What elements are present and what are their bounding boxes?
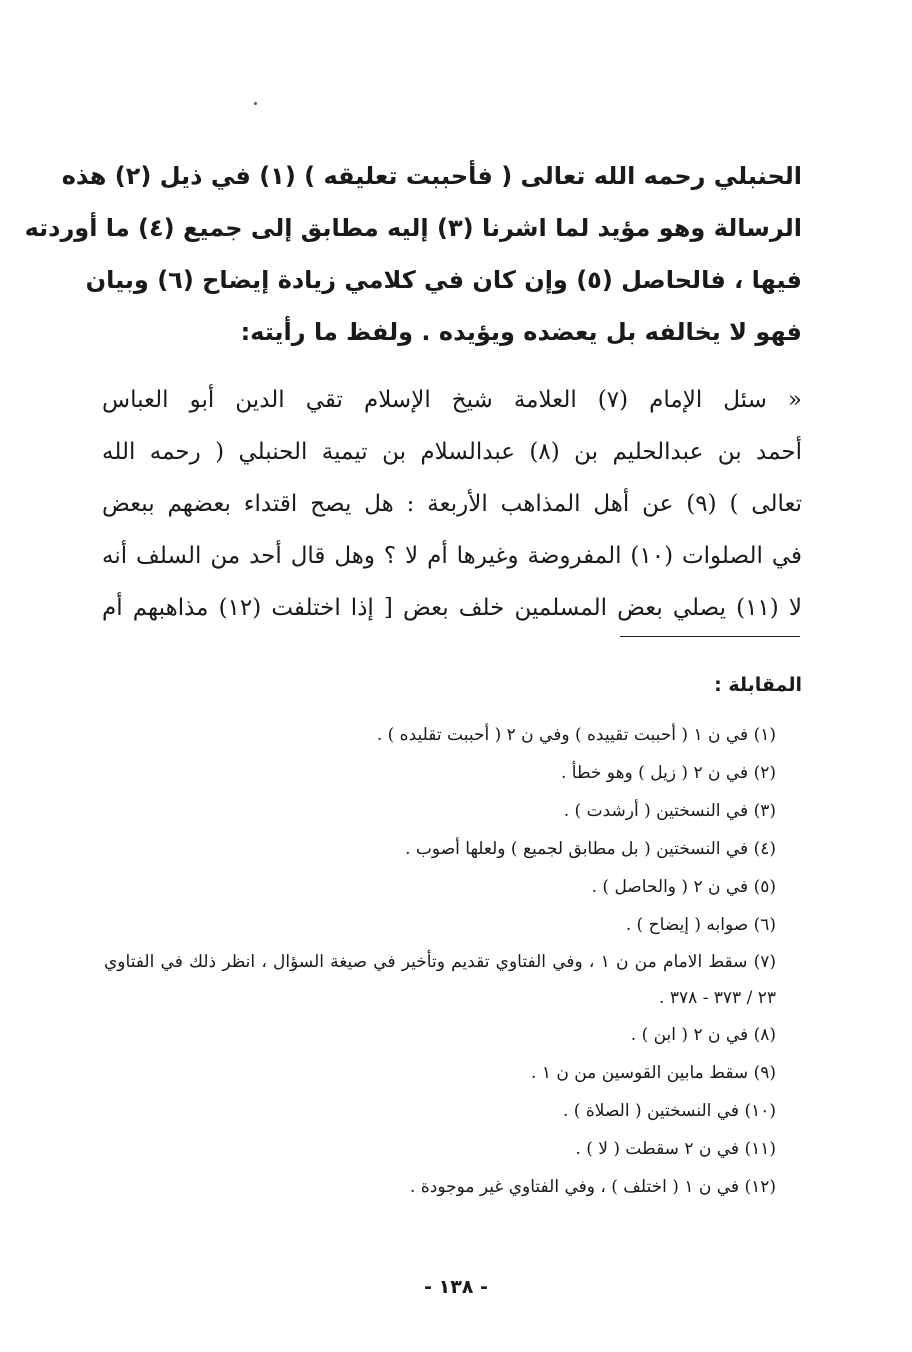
quote-line: لا (١١) يصلي بعض المسلمين خلف بعض [ إذا اختلفت (١٢) مذاهبهم أم [102,595,802,621]
intro-line: فهو لا يخالفه بل يعضده ويؤيده . ولفظ ما رأيته: [240,318,802,346]
footnote-item: (١١) في ن ٢ سقطت ( لا ) . [575,1139,776,1159]
footnote-item: (٨) في ن ٢ ( ابن ) . [630,1025,776,1045]
footnote-item: (٣) في النسختين ( أرشدت ) . [563,801,776,821]
footnote-item: (٤) في النسختين ( بل مطابق لجميع ) ولعلها أصوب . [405,839,776,859]
intro-line: الحنبلي رحمه الله تعالى ( فأحببت تعليقه ) (١) في ذيل (٢) هذه [61,162,802,190]
quote-line: في الصلوات (١٠) المفروضة وغيرها أم لا ؟ وهل قال أحد من السلف أنه [102,543,802,569]
page-number: - ١٣٨ - [424,1276,488,1298]
footnotes-list [104,716,802,1206]
speck-mark [254,102,257,105]
intro-line: فيها ، فالحاصل (٥) وإن كان في كلامي زيادة إيضاح (٦) وبيان [85,266,802,294]
footnote-item: (١) في ن ١ ( أحببت تقييده ) وفي ن ٢ ( أحببت تقليده ) . [376,725,776,745]
intro-line: الرسالة وهو مؤيد لما اشرنا (٣) إليه مطابق إلى جميع (٤) ما أوردته [24,214,802,242]
intro-paragraph [24,150,802,358]
footnote-item: (٥) في ن ٢ ( والحاصل ) . [591,877,776,897]
footnote-item: (٧) سقط الامام من ن ١ ، وفي الفتاوي تقديم وتأخير في صيغة السؤال ، انظر ذلك في الفتاوي ٢٣ / ٣٧٣ - ٣٧٨ . [104,952,776,1008]
footnote-item: (٩) سقط مابين القوسين من ن ١ . [531,1063,776,1083]
footnote-item: (٦) صوابه ( إيضاح ) . [625,915,776,935]
quoted-question-paragraph [102,374,802,634]
quote-line: « سئل الإمام (٧) العلامة شيخ الإسلام تقي الدين أبو العباس [102,387,802,413]
footnote-item: (١٠) في النسختين ( الصلاة ) . [563,1101,776,1121]
quote-line: تعالى ) (٩) عن أهل المذاهب الأربعة : هل يصح اقتداء بعضهم ببعض [102,491,802,517]
footnotes-heading: المقابلة : [714,674,802,696]
quote-line: أحمد بن عبدالحليم بن (٨) عبدالسلام بن تيمية الحنبلي ( رحمه الله [102,439,802,465]
footnote-item: (١٢) في ن ١ ( اختلف ) ، وفي الفتاوي غير موجودة . [410,1177,776,1197]
footnote-item: (٢) في ن ٢ ( زيل ) وهو خطأ . [560,763,776,783]
footnote-separator [620,636,800,637]
